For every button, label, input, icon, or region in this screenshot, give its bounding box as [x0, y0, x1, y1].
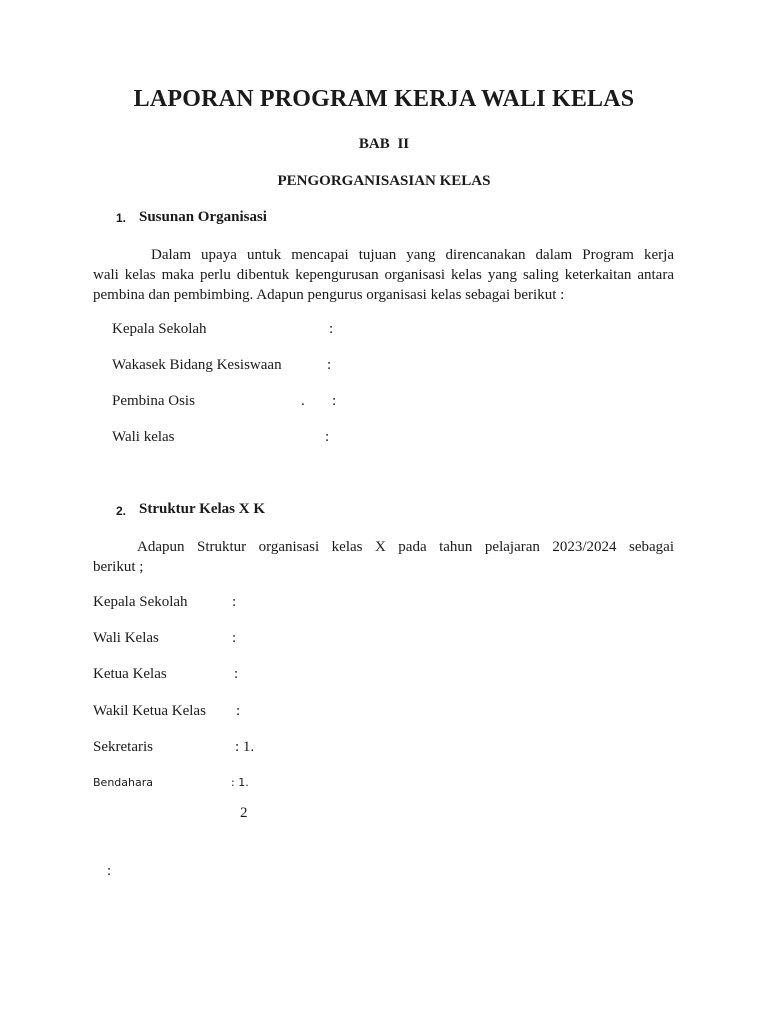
section-1-number: 1. [116, 211, 127, 225]
row-colon-sekretaris: : 1. [235, 739, 255, 755]
row-label-pembina-osis: Pembina Osis [112, 393, 195, 409]
paragraph-line: pembina dan pembimbing. Adapun pengurus organisasi kelas sebagai berikut : [93, 287, 565, 303]
list-item-number-2: 2 [240, 805, 248, 821]
section-2-paragraph [93, 537, 674, 577]
row-colon: : [332, 393, 337, 409]
row-dot: . [301, 393, 305, 409]
paragraph-line: Dalam upaya untuk mencapai tujuan yang direncanakan dalam Program kerja [151, 247, 674, 263]
paragraph-line: berikut ; [93, 559, 144, 575]
row-colon: : [232, 594, 237, 610]
row-label-wali-kelas-2: Wali Kelas [93, 630, 159, 646]
section-1-heading: Susunan Organisasi [139, 209, 267, 225]
section-2-number: 2. [116, 504, 127, 518]
row-colon: : [232, 630, 237, 646]
row-colon: : [327, 357, 332, 373]
row-colon: : [329, 321, 334, 337]
paragraph-line: Adapun Struktur organisasi kelas X pada tahun pelajaran 2023/2024 sebagai [137, 539, 674, 555]
chapter-title: PENGORGANISASIAN KELAS [277, 173, 491, 189]
row-label-kepala-sekolah-2: Kepala Sekolah [93, 594, 188, 610]
row-label-sekretaris: Sekretaris [93, 739, 153, 755]
row-label-ketua-kelas: Ketua Kelas [93, 666, 167, 682]
row-label-wakil-ketua-kelas: Wakil Ketua Kelas [93, 703, 206, 719]
section-2-heading: Struktur Kelas X K [139, 501, 265, 517]
trailing-colon: : [107, 863, 112, 879]
row-colon: : [234, 666, 239, 682]
row-label-wakasek: Wakasek Bidang Kesiswaan [112, 357, 282, 373]
row-label-wali-kelas: Wali kelas [112, 429, 175, 445]
section-1-paragraph [93, 245, 674, 305]
paragraph-line: wali kelas maka perlu dibentuk kepengurusan organisasi kelas yang saling keterkaitan antara [93, 267, 674, 283]
row-label-kepala-sekolah: Kepala Sekolah [112, 321, 207, 337]
row-colon: : [236, 703, 241, 719]
row-colon: : [325, 429, 330, 445]
chapter-label: BAB II [358, 136, 410, 152]
row-label-bendahara: Bendahara [93, 776, 153, 789]
row-colon-bendahara: : 1. [231, 776, 249, 789]
document-title: LAPORAN PROGRAM KERJA WALI KELAS [133, 86, 635, 112]
